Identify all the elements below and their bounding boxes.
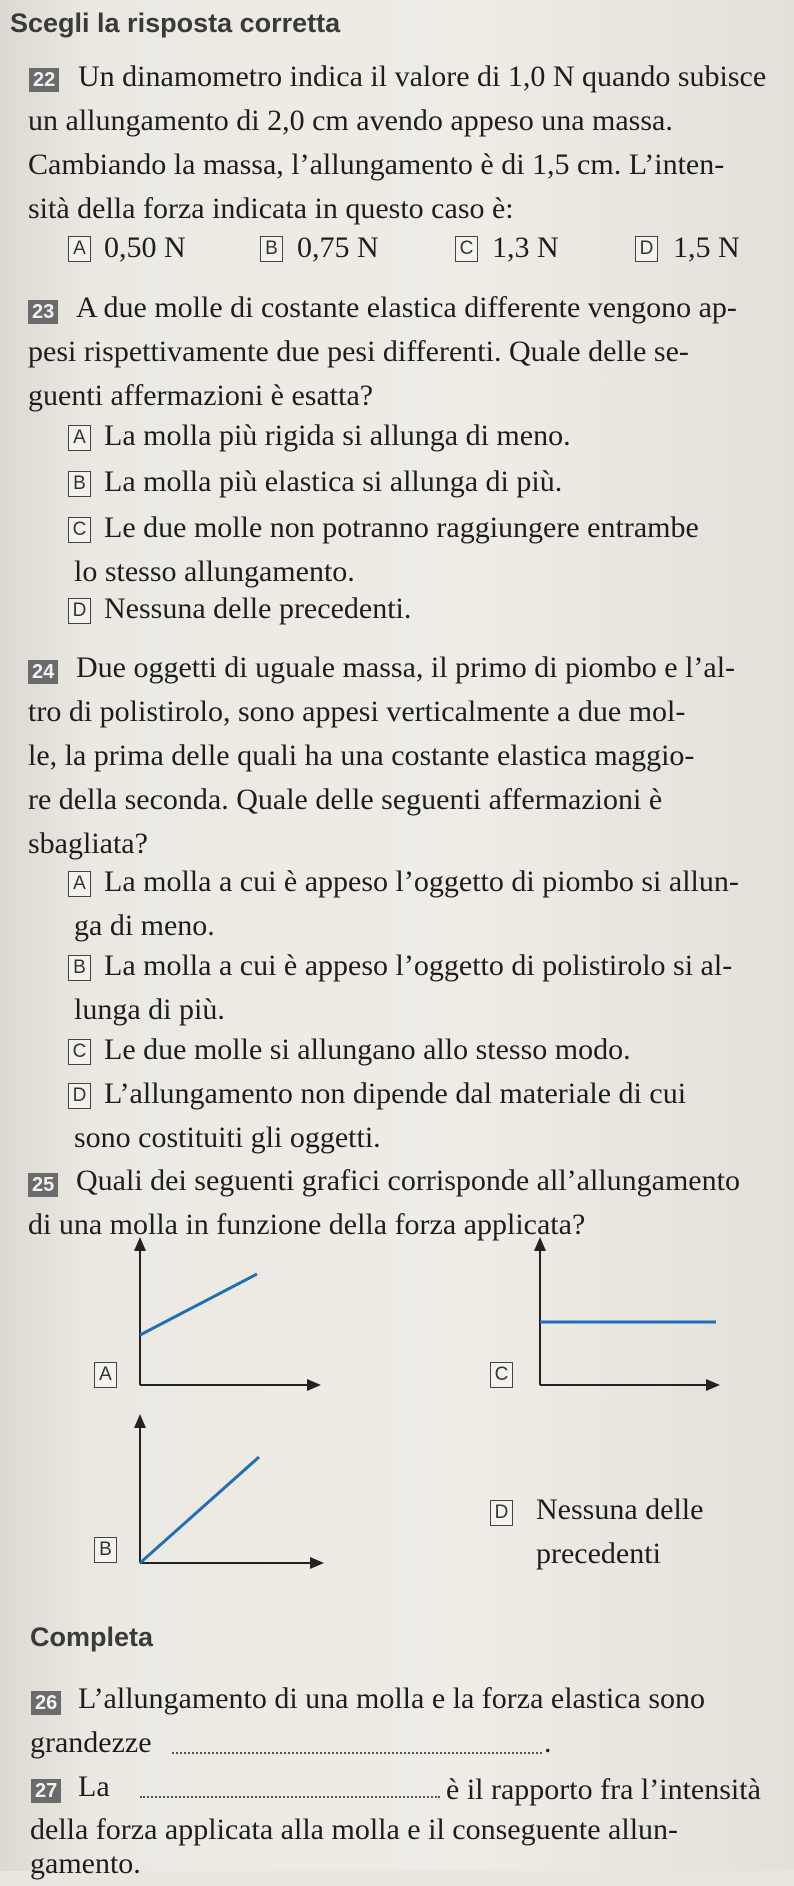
question-number-26: 26 (31, 1691, 61, 1715)
section-title-choose: Scegli la risposta corretta (10, 8, 341, 38)
q24-option-b-text-line-1[interactable]: La molla a cui è appeso l’oggetto di polistirolo si al- (104, 949, 733, 982)
q24-option-a-text-line-2[interactable]: ga di meno. (74, 909, 215, 942)
q27-answer-blank[interactable] (140, 1796, 440, 1798)
q22-option-d-marker[interactable]: D (635, 236, 658, 262)
q22-option-c-text[interactable]: 1,3 N (492, 231, 559, 264)
q23-text-line-3: guenti affermazioni è esatta? (28, 379, 374, 412)
q24-text-line-2: tro di polistirolo, sono appesi verticalmente a due mol- (28, 695, 686, 728)
q26-answer-blank[interactable] (172, 1752, 542, 1754)
q22-text-line-2: un allungamento di 2,0 cm avendo appeso una massa. (28, 104, 673, 137)
q25-text-line-2: di una molla in funzione della forza applicata? (28, 1208, 586, 1241)
q23-text-line-2: pesi rispettivamente due pesi differenti. Quale delle se- (28, 335, 689, 368)
q24-option-d-marker[interactable]: D (68, 1083, 91, 1109)
q24-option-b-marker[interactable]: B (68, 955, 91, 981)
q26-text-period: . (544, 1726, 552, 1759)
q23-option-a-marker[interactable]: A (68, 425, 91, 451)
q23-option-c-marker[interactable]: C (68, 517, 91, 543)
q25-option-d-text-line-2[interactable]: precedenti (536, 1537, 661, 1570)
q24-option-a-marker[interactable]: A (68, 871, 91, 897)
q24-option-d-text-line-1[interactable]: L’allungamento non dipende dal materiale di cui (104, 1077, 687, 1110)
q27-text-line-2: della forza applicata alla molla e il conseguente allun- (30, 1813, 679, 1846)
question-number-24: 24 (28, 660, 58, 684)
q23-option-a-text[interactable]: La molla più rigida si allunga di meno. (104, 419, 571, 452)
q24-text-line-4: re della seconda. Quale delle seguenti affermazioni è (28, 783, 663, 816)
q23-option-d-marker[interactable]: D (68, 598, 91, 624)
q25-option-b-marker[interactable]: B (94, 1537, 117, 1563)
q24-option-c-marker[interactable]: C (68, 1039, 91, 1065)
q24-option-c-text[interactable]: Le due molle si allungano allo stesso modo. (104, 1033, 631, 1066)
q25-option-a-marker[interactable]: A (94, 1362, 117, 1388)
q24-option-a-text-line-1[interactable]: La molla a cui è appeso l’oggetto di piombo si allun- (104, 865, 739, 898)
q27-text-line-1a: La (78, 1770, 110, 1803)
q23-option-c-text-line-2[interactable]: lo stesso allungamento. (74, 555, 355, 588)
question-number-23: 23 (28, 300, 58, 324)
q23-option-b-marker[interactable]: B (68, 471, 91, 497)
q22-text-line-3: Cambiando la massa, l’allungamento è di 1,5 cm. L’inten- (28, 148, 725, 181)
q24-text-line-3: le, la prima delle quali ha una costante elastica maggio- (28, 739, 695, 772)
q22-option-d-text[interactable]: 1,5 N (673, 231, 740, 264)
question-number-25: 25 (28, 1173, 58, 1197)
q25-option-c-marker[interactable]: C (490, 1362, 513, 1388)
q27-text-line-1b: è il rapporto fra l’intensità (446, 1773, 761, 1806)
graph-a-curve (140, 1274, 257, 1335)
question-number-22: 22 (29, 68, 59, 92)
q23-option-c-text-line-1[interactable]: Le due molle non potranno raggiungere entrambe (104, 511, 699, 544)
section-title-complete: Completa (30, 1622, 154, 1652)
q25-graph-b[interactable] (125, 1415, 325, 1567)
question-number-27: 27 (31, 1779, 61, 1803)
q22-text-line-4: sità della forza indicata in questo caso è: (28, 192, 514, 225)
q23-option-b-text[interactable]: La molla più elastica si allunga di più. (104, 465, 563, 498)
q22-option-a-marker[interactable]: A (68, 236, 91, 262)
q25-option-d-marker[interactable]: D (490, 1500, 513, 1526)
q25-graph-a[interactable] (125, 1238, 325, 1388)
q25-text-line-1: Quali dei seguenti grafici corrisponde all’allungamento (76, 1164, 740, 1197)
q23-text-line-1: A due molle di costante elastica differente vengono ap- (76, 291, 737, 324)
q22-option-b-text[interactable]: 0,75 N (297, 231, 379, 264)
q24-option-d-text-line-2[interactable]: sono costituiti gli oggetti. (74, 1121, 381, 1154)
q22-option-b-marker[interactable]: B (260, 236, 283, 262)
q23-option-d-text[interactable]: Nessuna delle precedenti. (104, 592, 412, 625)
q24-text-line-1: Due oggetti di uguale massa, il primo di piombo e l’al- (76, 651, 736, 684)
graph-b-curve (140, 1457, 259, 1563)
q26-text-line-2: grandezze (30, 1726, 152, 1759)
q22-option-a-text[interactable]: 0,50 N (104, 231, 186, 264)
q25-option-d-text-line-1[interactable]: Nessuna delle (536, 1493, 704, 1526)
q25-graph-c[interactable] (524, 1238, 724, 1388)
q24-text-line-5: sbagliata? (28, 827, 148, 860)
q22-option-c-marker[interactable]: C (455, 236, 478, 262)
q26-text-line-1: L’allungamento di una molla e la forza elastica sono (78, 1682, 706, 1715)
q22-text-line-1: Un dinamometro indica il valore di 1,0 N quando subisce (78, 60, 767, 93)
q24-option-b-text-line-2[interactable]: lunga di più. (74, 993, 225, 1026)
q27-text-line-3: gamento. (30, 1847, 141, 1880)
